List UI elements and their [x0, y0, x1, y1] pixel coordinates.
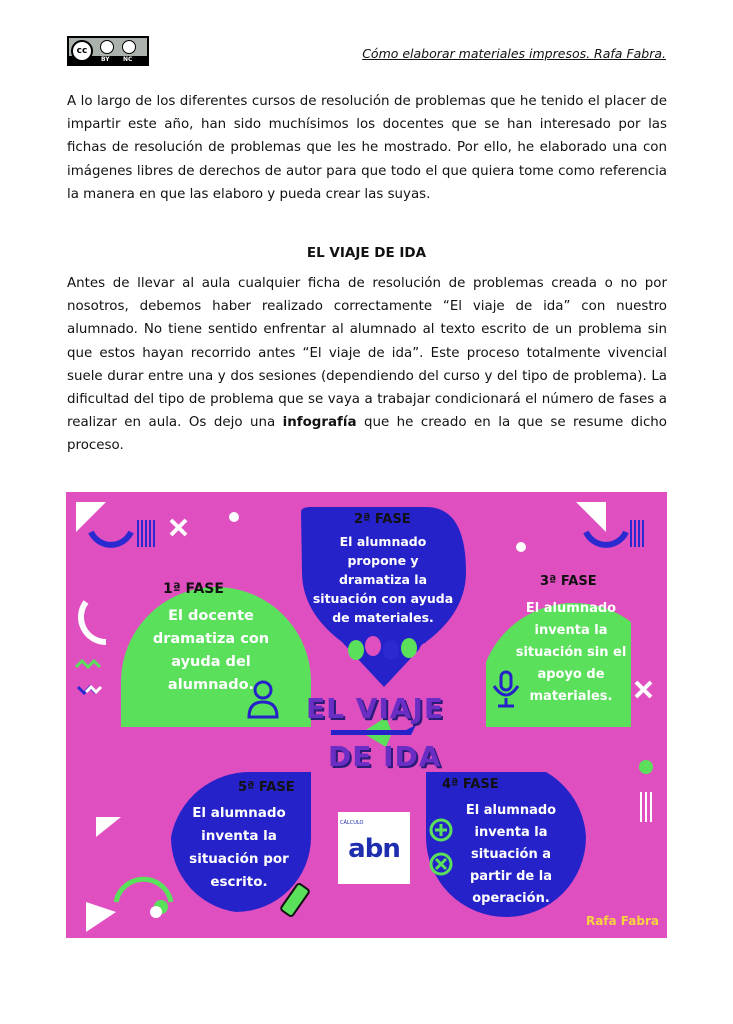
phase-4-line: situación a [470, 847, 552, 862]
phase-4-text [451, 800, 571, 910]
section-title: EL VIAJE DE IDA [306, 245, 427, 261]
phase-1-text [126, 605, 296, 697]
phase-5-line: escrito. [210, 874, 268, 890]
license-by-label: BY [101, 56, 110, 63]
abn-logo-small: CÁLCULO [340, 820, 364, 826]
decor-stripes-tl [138, 520, 154, 547]
phase-3-text [496, 598, 646, 708]
phase-3-label: 3ª FASE [540, 574, 597, 589]
phase-5-label: 5ª FASE [238, 780, 295, 795]
phase-1-line: alumnado. [167, 677, 255, 693]
phase-1-line: dramatiza con [152, 631, 270, 647]
phase-1-label: 1ª FASE [163, 581, 224, 597]
phase-3-line: inventa la [534, 623, 608, 638]
body-paragraph [67, 272, 667, 458]
infographic-viaje-de-ida [66, 492, 667, 938]
body-text-start: Antes de llevar al aula cualquier ficha de resolución de problemas creada o no por nosotros, debemos haber realizado correctamente “El viaje de ida” con nuestro alumnado. No tiene sentido enfrentar al alumnado al texto escrito de un problema sin que estos hayan recorrido antes “El viaje de ida”. Este proceso totalmente vivencial suele durar entre una y dos sesiones (dependiendo del curso y del tipo de problema). La dificultad del tipo de problema que se vaya a trabajar condicionará el número de fases a realizar en aula. Os dejo una [67, 276, 667, 431]
phase-4-line: operación. [472, 891, 550, 906]
phase-4-line: partir de la [470, 869, 552, 884]
abn-logo [338, 812, 410, 884]
phase-3-line: materiales. [529, 689, 613, 704]
nc-dollar-icon [122, 40, 136, 54]
phase-3-line: situación sin el [515, 645, 627, 660]
decor-x-1 [171, 520, 186, 535]
phase-2-line: situación con ayuda [312, 591, 454, 606]
cc-icon: cc [71, 40, 93, 62]
phase-3-line: apoyo de [537, 667, 605, 682]
decor-triangle-bl [86, 902, 116, 932]
author-signature: Rafa Fabra [585, 914, 659, 928]
decor-arc-tr [586, 532, 626, 545]
phase-5-text [174, 802, 304, 894]
phase-5-line: El alumnado [192, 805, 286, 821]
infographic-title-line2: DE IDA [328, 740, 442, 773]
body-text-end: que he creado en la que se resume dicho proceso. [67, 415, 667, 454]
phase-2-line: dramatiza la [338, 572, 428, 587]
decor-dot-2 [516, 542, 526, 552]
phase-4-line: El alumnado [465, 803, 557, 818]
phase-2-line: El alumnado [339, 534, 427, 549]
license-badge [67, 36, 149, 66]
decor-triangle-tr [576, 502, 606, 532]
intro-paragraph: A lo largo de los diferentes cursos de resolución de problemas que he tenido el placer de impartir este año, han sido muchísimos los docentes que se han interesado por las fichas de resolución de problemas que les he mostrado. Por ello, he elaborado una con imágenes libres de derechos de autor para que todo el que quiera tome como referencia la manera en que las elaboro y pueda crear las suyas. [67, 94, 667, 202]
decor-arc-tl [91, 532, 131, 545]
infografia-bold: infografía [282, 415, 357, 431]
decor-zigzag-1 [76, 661, 100, 667]
decor-dot-4 [639, 760, 653, 774]
decor-triangle-tl [76, 502, 106, 532]
phase-2-label: 2ª FASE [354, 512, 411, 527]
decor-triangle-bl2 [96, 817, 121, 837]
phase-5-line: situación por [189, 851, 289, 867]
abn-logo-text: abn [348, 834, 400, 864]
phase-3-line: El alumnado [525, 601, 617, 616]
phase-1-line: ayuda del [171, 654, 251, 670]
by-person-icon [100, 40, 114, 54]
phase-2-text [298, 532, 468, 627]
decor-stripes-tr [631, 520, 643, 547]
license-nc-label: NC [123, 56, 133, 63]
document-header-title: Cómo elaborar materiales impresos. Rafa Fabra. [362, 46, 666, 61]
decor-arc-left [81, 602, 106, 642]
decor-stripes-br [641, 792, 651, 822]
infographic-title-line1: EL VIAJE [306, 692, 445, 725]
phase-5-line: inventa la [201, 828, 277, 844]
decor-dot-5 [150, 906, 162, 918]
decor-dot-1 [229, 512, 239, 522]
decor-arc-bl [116, 879, 171, 902]
phase-1-line: El docente [168, 608, 254, 624]
phase-4-line: inventa la [474, 825, 548, 840]
decor-zigzag-3 [86, 687, 101, 692]
phase-2-line: de materiales. [332, 610, 434, 625]
phase-2-line: propone y [347, 553, 419, 568]
phase-4-label: 4ª FASE [442, 777, 499, 792]
